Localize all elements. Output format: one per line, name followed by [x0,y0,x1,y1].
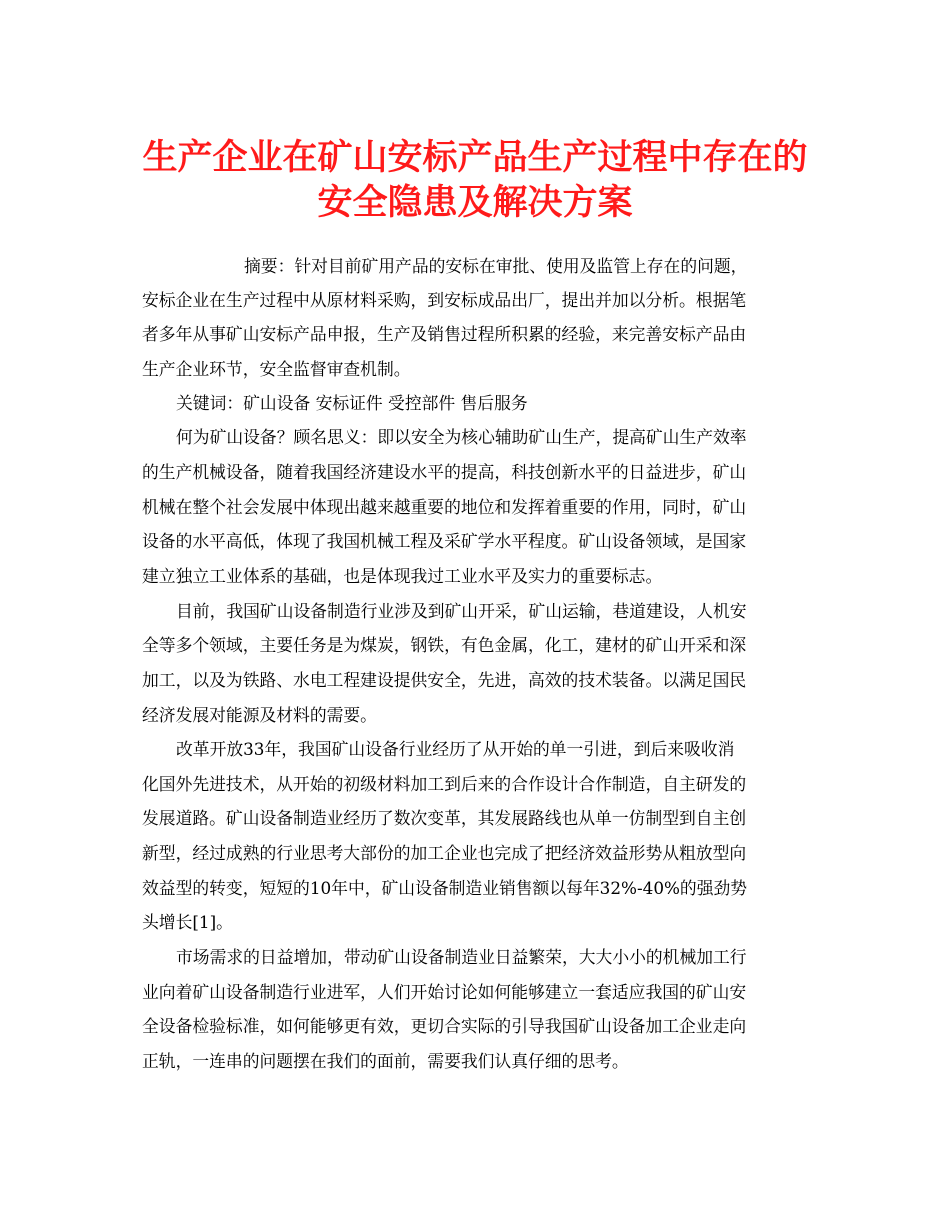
paragraph-line: 建立独立工业体系的基础，也是体现我过工业水平及实力的重要标志。 [142,566,663,586]
paragraph-line: 发展道路。矿山设备制造业经历了数次变革，其发展路线也从单一仿制型到自主创 [142,808,747,828]
paragraph-line: 业向着矿山设备制造行业进军，人们开始讨论如何能够建立一套适应我国的矿山安 [142,982,747,1002]
abstract-line: 者多年从事矿山安标产品申报，生产及销售过程所积累的经验，来完善安标产品由 [142,324,747,344]
document-title-line-2: 安全隐患及解决方案 [317,182,633,223]
paragraph-line: 新型，经过成熟的行业思考大部份的加工企业也完成了把经济效益形势从粗放型向 [142,843,747,863]
paragraph-line: 全等多个领域，主要任务是为煤炭，钢铁，有色金属，化工，建材的矿山开采和深 [142,635,747,655]
document-title-line-1: 生产企业在矿山安标产品生产过程中存在的 [142,137,808,178]
paragraph-line: 头增长[1]。 [142,912,233,932]
abstract-line: 安标企业在生产过程中从原材料采购，到安标成品出厂，提出并加以分析。根据笔 [142,290,747,310]
paragraph-line: 的生产机械设备，随着我国经济建设水平的提高，科技创新水平的日益进步，矿山 [142,462,747,482]
paragraph-line: 加工，以及为铁路、水电工程建设提供安全，先进，高效的技术装备。以满足国民 [142,670,747,690]
paragraph-line: 何为矿山设备？顾名思义：即以安全为核心辅助矿山生产，提高矿山生产效率 [176,427,747,447]
paragraph-line: 机械在整个社会发展中体现出越来越重要的地位和发挥着重要的作用，同时，矿山 [142,497,747,517]
abstract-line: 摘要：针对目前矿用产品的安标在审批、使用及监管上存在的问题， [244,256,748,276]
paragraph-line: 化国外先进技术，从开始的初级材料加工到后来的合作设计合作制造，自主研发的 [142,774,747,794]
paragraph-line: 效益型的转变，短短的10年中，矿山设备制造业销售额以每年32%-40%的强劲势 [142,878,748,898]
paragraph-line: 设备的水平高低，体现了我国机械工程及采矿学水平程度。矿山设备领域，是国家 [142,531,747,551]
paragraph-line: 正轨，一连串的问题摆在我们的面前，需要我们认真仔细的思考。 [142,1051,629,1071]
paragraph-line: 市场需求的日益增加，带动矿山设备制造业日益繁荣，大大小小的机械加工行 [176,947,747,967]
abstract-line: 生产企业环节，安全监督审查机制。 [142,359,411,379]
paragraph-line: 经济发展对能源及材料的需要。 [142,705,377,725]
paragraph-line: 目前，我国矿山设备制造行业涉及到矿山开采，矿山运输，巷道建设，人机安 [176,601,747,621]
paragraph-line: 改革开放33年，我国矿山设备行业经历了从开始的单一引进，到后来吸收消 [176,739,735,759]
paragraph-line: 全设备检验标准，如何能够更有效，更切合实际的引导我国矿山设备加工企业走向 [142,1016,747,1036]
keywords-line: 关键词：矿山设备 安标证件 受控部件 售后服务 [176,393,528,413]
